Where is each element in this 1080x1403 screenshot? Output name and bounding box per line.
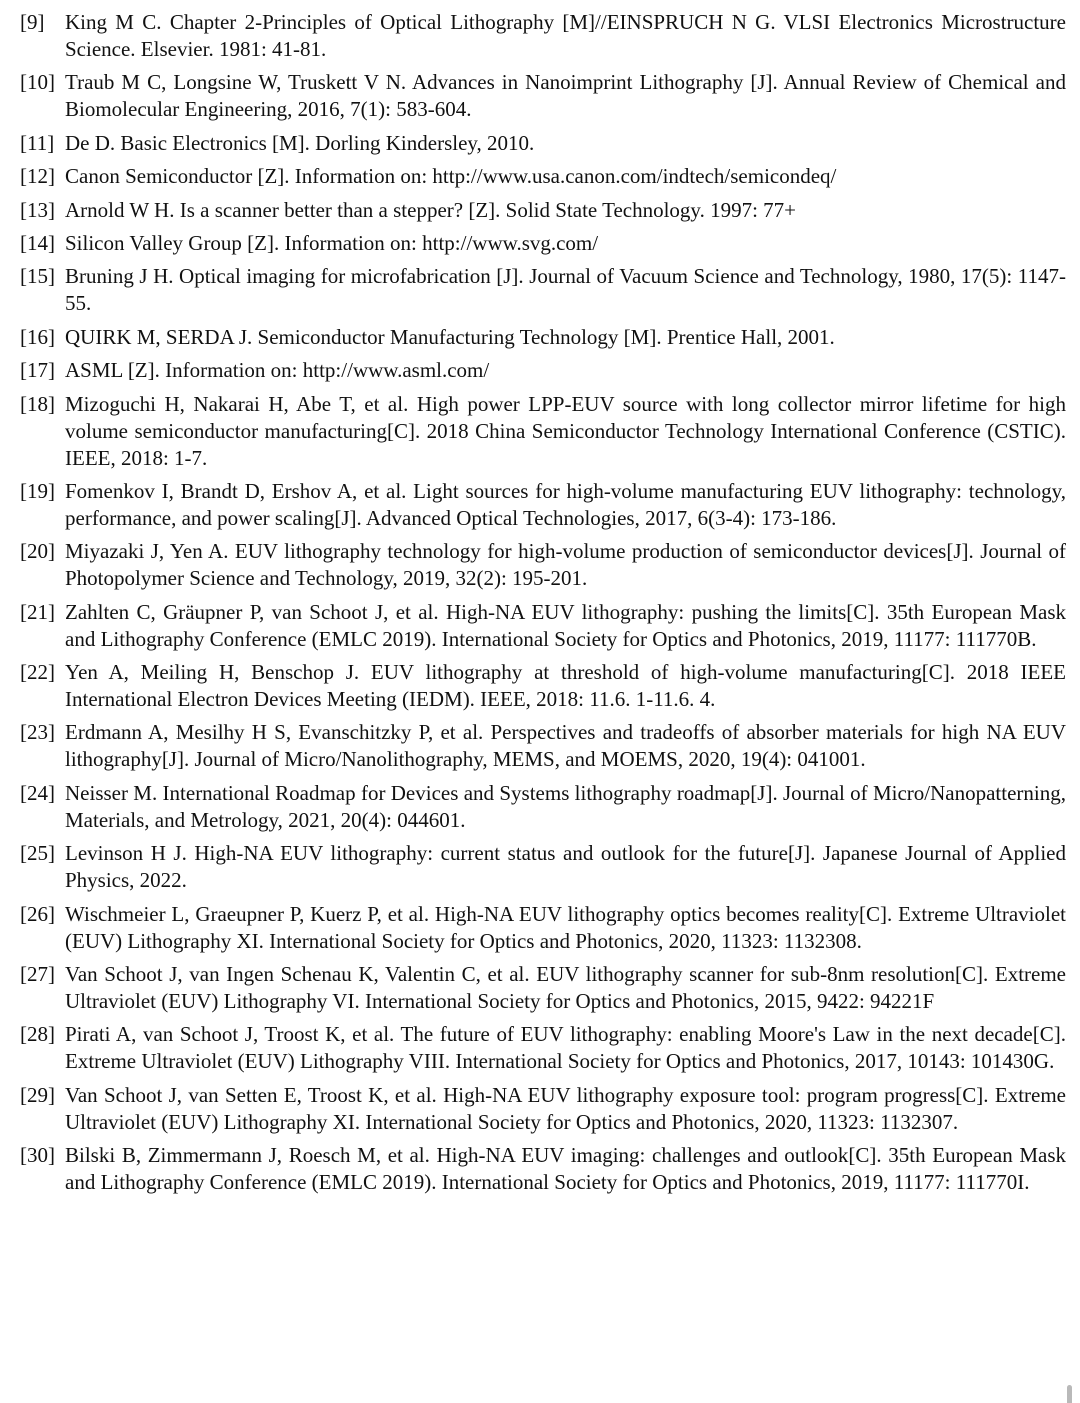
reference-text: Zahlten C, Gräupner P, van Schoot J, et al. High-NA EUV lithography: pushing the limits[C]. 35th European Mask and Lithography Conference (EMLC 2019). International Society for Optics and Photonics, 2019, 11177: 111770B.	[65, 599, 1066, 651]
reference-item	[20, 197, 1066, 224]
reference-number: [14]	[20, 230, 55, 255]
reference-item	[20, 840, 1066, 894]
reference-item	[20, 391, 1066, 472]
reference-text: QUIRK M, SERDA J. Semiconductor Manufacturing Technology [M]. Prentice Hall, 2001.	[65, 324, 835, 349]
reference-item	[20, 478, 1066, 532]
reference-item	[20, 659, 1066, 713]
reference-item	[20, 263, 1066, 317]
reference-item	[20, 163, 1066, 190]
reference-text: ASML [Z]. Information on: http://www.asml.com/	[65, 358, 490, 383]
reference-text: Fomenkov I, Brandt D, Ershov A, et al. Light sources for high-volume manufacturing EUV lithography: technology, performance, and power scaling[J]. Advanced Optical Technologies, 2017, 6(3-4): 173-186.	[65, 478, 1066, 530]
reference-item	[20, 599, 1066, 653]
reference-item	[20, 357, 1066, 384]
reference-number: [10]	[20, 70, 55, 95]
reference-item	[20, 230, 1066, 257]
reference-text: King M C. Chapter 2-Principles of Optical Lithography [M]//EINSPRUCH N G. VLSI Electronics Microstructure Science. Elsevier. 1981: 41-81.	[65, 10, 1066, 61]
reference-item	[20, 324, 1066, 351]
reference-text: Miyazaki J, Yen A. EUV lithography technology for high-volume production of semiconductor devices[J]. Journal of Photopolymer Science and Technology, 2019, 32(2): 195-201.	[65, 539, 1066, 591]
reference-text: Erdmann A, Mesilhy H S, Evanschitzky P, et al. Perspectives and tradeoffs of absorber materials for high NA EUV lithography[J]. Journal of Micro/Nanolithography, MEMS, and MOEMS, 2020, 19(4): 041001.	[65, 720, 1066, 772]
scroll-indicator[interactable]	[1067, 1385, 1072, 1403]
reference-number: [17]	[20, 358, 55, 383]
reference-text: Van Schoot J, van Setten E, Troost K, et al. High-NA EUV lithography exposure tool: program progress[C]. Extreme Ultraviolet (EUV) Lithography XI. International Society for Optics and Photonics, 2020, 11323: 1132307.	[65, 1082, 1066, 1134]
reference-text: Yen A, Meiling H, Benschop J. EUV lithography at threshold of high-volume manufacturing[C]. 2018 IEEE International Electron Devices Meeting (IEDM). IEEE, 2018: 11.6. 1-11.6. 4.	[65, 660, 1066, 712]
reference-number: [20]	[20, 539, 55, 564]
reference-number: [15]	[20, 264, 55, 289]
reference-item	[20, 538, 1066, 592]
reference-number: [19]	[20, 478, 55, 503]
reference-text: Bruning J H. Optical imaging for microfabrication [J]. Journal of Vacuum Science and Technology, 1980, 17(5): 1147-55.	[65, 264, 1066, 316]
reference-number: [29]	[20, 1082, 55, 1107]
reference-number: [13]	[20, 197, 55, 222]
reference-text: Levinson H J. High-NA EUV lithography: current status and outlook for the future[J]. Japanese Journal of Applied Physics, 2022.	[65, 841, 1066, 893]
reference-text: Silicon Valley Group [Z]. Information on: http://www.svg.com/	[65, 230, 599, 255]
reference-item	[20, 961, 1066, 1015]
reference-number: [23]	[20, 720, 55, 745]
reference-item	[20, 9, 1066, 63]
reference-item	[20, 69, 1066, 123]
reference-text: Bilski B, Zimmermann J, Roesch M, et al. High-NA EUV imaging: challenges and outlook[C]. 35th European Mask and Lithography Conference (EMLC 2019). International Society for Optics and Photonics, 2019, 11177: 111770I.	[65, 1143, 1066, 1195]
reference-list	[20, 9, 1066, 1203]
reference-number: [24]	[20, 780, 55, 805]
reference-item	[20, 1082, 1066, 1136]
reference-text: Canon Semiconductor [Z]. Information on: http://www.usa.canon.com/indtech/semicondeq/	[65, 164, 837, 189]
reference-number: [9]	[20, 10, 45, 34]
reference-number: [27]	[20, 962, 55, 987]
reference-item	[20, 1021, 1066, 1075]
reference-item	[20, 130, 1066, 157]
reference-item	[20, 901, 1066, 955]
reference-item	[20, 1142, 1066, 1196]
reference-text: Traub M C, Longsine W, Truskett V N. Advances in Nanoimprint Lithography [J]. Annual Review of Chemical and Biomolecular Engineering, 2016, 7(1): 583-604.	[65, 70, 1066, 122]
reference-text: De D. Basic Electronics [M]. Dorling Kindersley, 2010.	[65, 130, 535, 155]
reference-text: Neisser M. International Roadmap for Devices and Systems lithography roadmap[J]. Journal of Micro/Nanopatterning, Materials, and Metrology, 2021, 20(4): 044601.	[65, 780, 1066, 832]
reference-number: [28]	[20, 1022, 55, 1047]
reference-number: [21]	[20, 599, 55, 624]
reference-text: Pirati A, van Schoot J, Troost K, et al. The future of EUV lithography: enabling Moore's Law in the next decade[C]. Extreme Ultraviolet (EUV) Lithography VIII. International Society for Optics and Photonics, 2017, 10143: 101430G.	[65, 1022, 1066, 1074]
reference-number: [11]	[20, 130, 55, 155]
reference-text: Wischmeier L, Graeupner P, Kuerz P, et al. High-NA EUV lithography optics becomes reality[C]. Extreme Ultraviolet (EUV) Lithography XI. International Society for Optics and Photonics, 2020, 11323: 1132308.	[65, 901, 1066, 953]
reference-number: [26]	[20, 901, 55, 926]
reference-item	[20, 780, 1066, 834]
reference-number: [30]	[20, 1143, 55, 1168]
reference-number: [22]	[20, 660, 55, 685]
reference-number: [18]	[20, 391, 55, 416]
reference-number: [25]	[20, 841, 55, 866]
reference-item	[20, 719, 1066, 773]
reference-number: [16]	[20, 324, 55, 349]
reference-number: [12]	[20, 164, 55, 189]
reference-text: Arnold W H. Is a scanner better than a stepper? [Z]. Solid State Technology. 1997: 77+	[65, 197, 797, 222]
reference-text: Van Schoot J, van Ingen Schenau K, Valentin C, et al. EUV lithography scanner for sub-8nm resolution[C]. Extreme Ultraviolet (EUV) Lithography VI. International Society for Optics and Photonics, 2015, 9422: 94221F	[65, 962, 1066, 1014]
reference-text: Mizoguchi H, Nakarai H, Abe T, et al. High power LPP-EUV source with long collector mirror lifetime for high volume semiconductor manufacturing[C]. 2018 China Semiconductor Technology International Conference (CSTIC). IEEE, 2018: 1-7.	[65, 391, 1066, 470]
